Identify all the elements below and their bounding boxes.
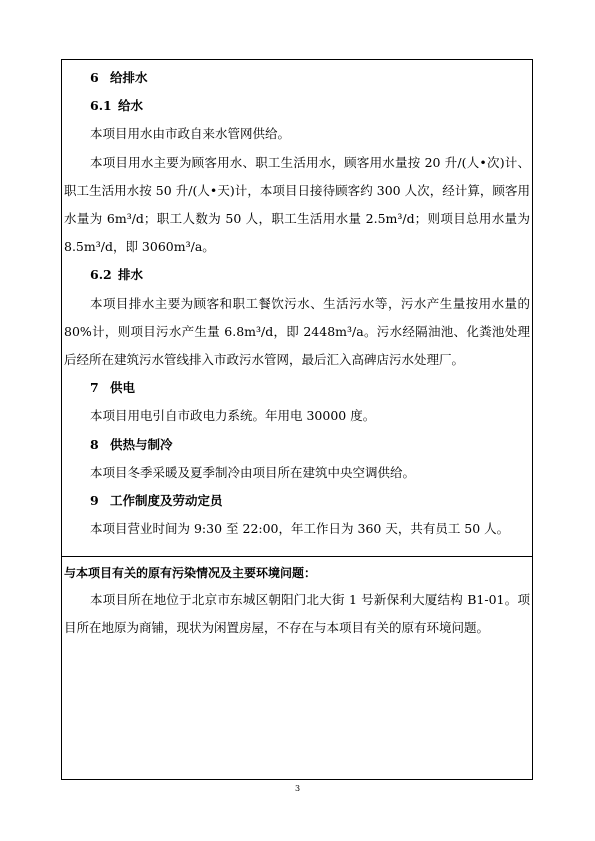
pollution-title: 与本项目有关的原有污染情况及主要环境问题：	[64, 566, 317, 580]
pollution-section	[64, 560, 530, 642]
heading-number: 7	[90, 380, 99, 396]
paragraph: 本项目用水由市政自来水管网供给。	[90, 126, 291, 142]
subheading-number: 6.2	[90, 267, 112, 283]
heading-heating-cooling	[64, 431, 530, 459]
section-divider	[61, 556, 533, 557]
subheading-text: 给水	[118, 98, 144, 114]
heading-water	[64, 64, 530, 92]
paragraph: 本项目用水主要为顾客用水、职工生活用水，顾客用水量按 20 升/(人•次)计、职工生活用水按 50 升/(人•天)计，本项目日接待顾客约 300 人次，经计算，顾客用水量为 6m³/d；职工人数为 50 人，职工生活用水量 2.5m³/d；则项目总用水量为 8.5m³/d，即 3060m³/a。	[64, 154, 530, 255]
heading-text: 工作制度及劳动定员	[110, 493, 223, 509]
paragraph: 本项目用电引自市政电力系统。年用电 30000 度。	[90, 408, 376, 424]
heading-text: 供热与制冷	[110, 436, 173, 452]
heading-work-system	[64, 487, 530, 515]
paragraph: 本项目冬季采暖及夏季制冷由项目所在建筑中央空调供给。	[90, 464, 416, 480]
heading-number: 9	[90, 493, 99, 509]
page-number: 3	[294, 784, 301, 793]
subheading-number: 6.1	[90, 98, 112, 114]
heading-text: 供电	[110, 380, 136, 396]
subheading-text: 排水	[118, 267, 144, 283]
subheading-water-supply	[64, 92, 530, 120]
heading-text: 给排水	[110, 70, 148, 85]
paragraph: 本项目营业时间为 9:30 至 22:00，年工作日为 360 天，共有员工 50 人。	[90, 521, 510, 537]
heading-power	[64, 374, 530, 402]
heading-number: 6	[90, 70, 99, 85]
paragraph: 本项目所在地位于北京市东城区朝阳门北大街 1 号新保利大厦结构 B1-01。项目所在地原为商铺，现状为闲置房屋，不存在与本项目有关的原有环境问题。	[64, 592, 530, 636]
paragraph: 本项目排水主要为顾客和职工餐饮污水、生活污水等，污水产生量按用水量的 80%计，则项目污水产生量 6.8m³/d，即 2448m³/a。污水经隔油池、化粪池处理后经所在建筑污水管线排入市政污水管网，最后汇入高碑店污水处理厂。	[64, 295, 530, 368]
subheading-drainage	[64, 261, 530, 289]
project-description	[64, 64, 530, 543]
heading-number: 8	[90, 436, 99, 452]
